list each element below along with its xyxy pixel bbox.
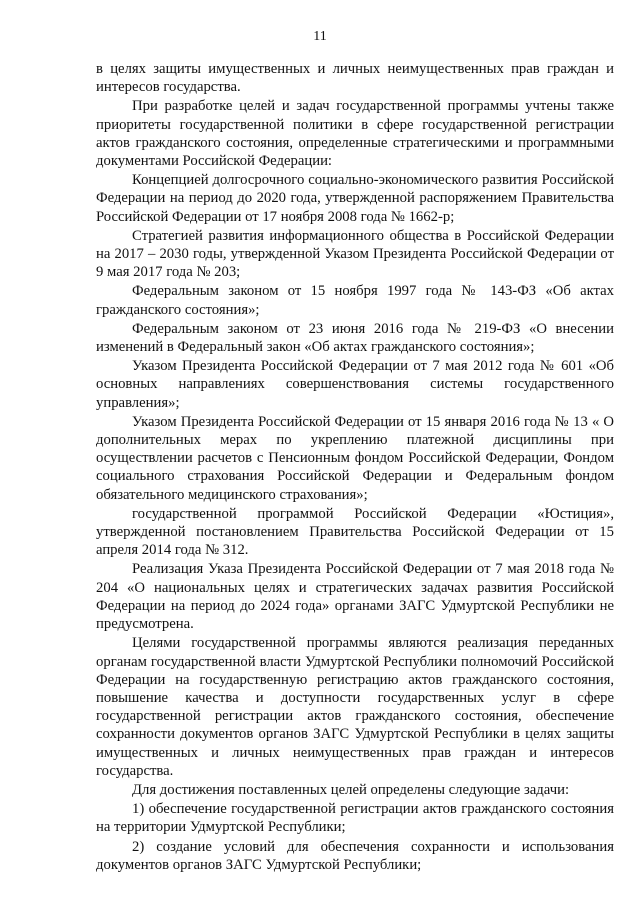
paragraph-task-1: 1) обеспечение государственной регистрации актов гражданского состояния на территории Удмуртской Республики; [96, 801, 614, 836]
document-body [96, 60, 614, 875]
paragraph-strategy: Стратегией развития информационного общества в Российской Федерации на 2017 – 2030 годы, утвержденной Указом Президента Российской Федерации от 9 мая 2017 года № 203; [96, 227, 614, 281]
paragraph-program-justice: государственной программой Российской Федерации «Юстиция», утвержденной постановлением Правительства Российской Федерации от 15 апреля 2014 года № 312. [96, 505, 614, 559]
paragraph-concept: Концепцией долгосрочного социально-экономического развития Российской Федерации на период до 2020 года, утвержденной распоряжением Правительства Российской Федерации от 17 ноября 2008 года № 1662-р; [96, 172, 614, 225]
page-number: 11 [313, 29, 327, 44]
paragraph-decree-13: Указом Президента Российской Федерации от 15 января 2016 года № 13 « О дополнительных мерах по укреплению платежной дисциплины при осуществлении расчетов с Пенсионным фондом Российской Федерации, Фондом социального страхования Российской Федерации и Федеральным фондом обязательного медицинского страхования»; [96, 413, 614, 503]
paragraph-goals: Целями государственной программы являются реализация переданных органам государственной власти Удмуртской Республики полномочий Российской Федерации на государственную регистрацию актов гражданского состояния, повышение качества и доступности государственных услуг в сфере государственной регистрации актов гражданского состояния, обеспечение сохранности документов органов ЗАГС Удмуртской Республики в целях защиты имущественных и личных неимущественных прав граждан и интересов государства. [96, 635, 614, 779]
paragraph-priorities-intro: При разработке целей и задач государственной программы учтены также приоритеты государственной политики в сфере государственной регистрации актов гражданского состояния, определенные стратегическими и программными документами Российской Федерации: [96, 98, 614, 170]
paragraph-task-2: 2) создание условий для обеспечения сохранности и использования документов органов ЗАГС Удмуртской Республики; [96, 838, 614, 873]
paragraph-law-143: Федеральным законом от 15 ноября 1997 года № 143-ФЗ «Об актах гражданского состояния»; [96, 283, 614, 318]
paragraph-law-219: Федеральным законом от 23 июня 2016 года № 219-ФЗ «О внесении изменений в Федеральный закон «Об актах гражданского состояния»; [96, 320, 614, 356]
paragraph-continuation: в целях защиты имущественных и личных неимущественных прав граждан и интересов государства. [96, 61, 614, 96]
paragraph-tasks-intro: Для достижения поставленных целей определены следующие задачи: [132, 781, 570, 798]
paragraph-decree-204: Реализация Указа Президента Российской Федерации от 7 мая 2018 года № 204 «О национальных целях и стратегических задачах развития Российской Федерации на период до 2024 года» органами ЗАГС Удмуртской Республики не предусмотрена. [96, 561, 614, 633]
paragraph-decree-601: Указом Президента Российской Федерации от 7 мая 2012 года № 601 «Об основных направлениях совершенствования системы государственного управления»; [96, 358, 614, 411]
